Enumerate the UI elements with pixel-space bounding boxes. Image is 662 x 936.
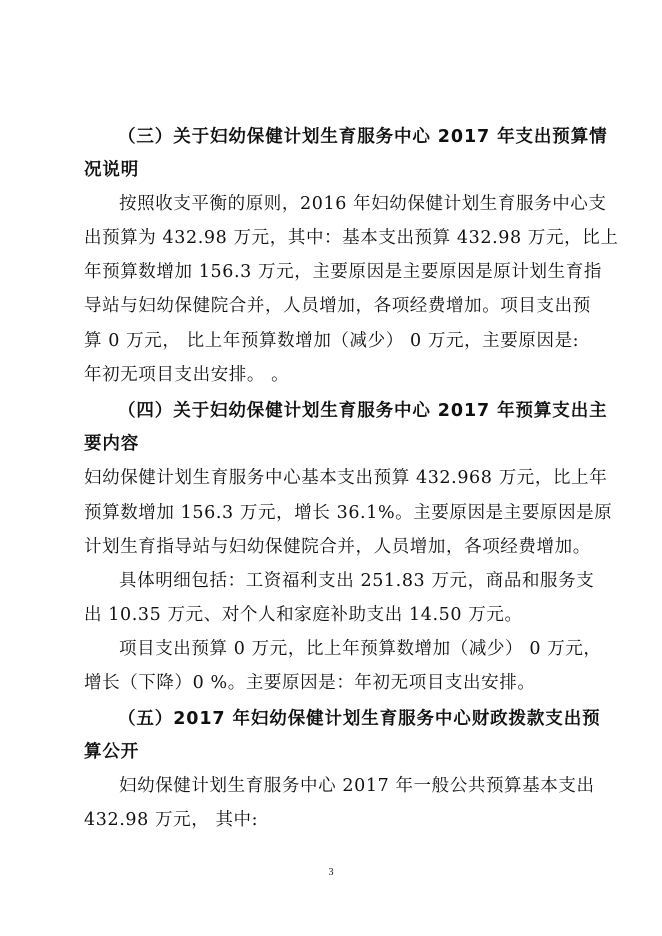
section-4-paragraph-1-line-1: 妇幼保健计划生育服务中心基本支出预算 432.968 万元，比上年 — [84, 468, 608, 488]
section-4-paragraph-3-line-1: 项目支出预算 0 万元，比上年预算数增加（减少） 0 万元， — [119, 639, 602, 659]
section-4-heading-line-1: （四）关于妇幼保健计划生育服务中心 2017 年预算支出主 — [118, 401, 608, 421]
section-4-paragraph-2-line-1: 具体明细包括：工资福利支出 251.83 万元，商品和服务支 — [119, 571, 595, 591]
section-5-paragraph-line-2: 432.98 万元， 其中: — [84, 810, 259, 830]
section-4-heading-line-2: 要内容 — [84, 434, 140, 454]
section-3-paragraph-line-6: 年初无项目支出安排。 。 — [84, 365, 290, 385]
section-3-paragraph-line-4: 导站与妇幼保健院合并，人员增加，各项经费增加。项目支出预 — [84, 296, 591, 316]
section-4-paragraph-1-line-2: 预算数增加 156.3 万元，增长 36.1%。主要原因是主要原因是原 — [84, 503, 613, 523]
section-4-paragraph-3-line-2: 增长（下降）0 %。主要原因是：年初无项目支出安排。 — [84, 673, 536, 693]
section-4-paragraph-2-line-2: 出 10.35 万元、对个人和家庭补助支出 14.50 万元。 — [84, 605, 523, 625]
section-4-paragraph-1-line-3: 计划生育指导站与妇幼保健院合并，人员增加，各项经费增加。 — [84, 537, 591, 557]
section-5-heading-line-1: （五）2017 年妇幼保健计划生育服务中心财政拨款支出预 — [118, 709, 601, 729]
page-number: 3 — [328, 867, 334, 878]
section-3-paragraph-line-3: 年预算数增加 156.3 万元，主要原因是主要原因是原计划生育指 — [84, 262, 602, 282]
section-3-heading-line-1: （三）关于妇幼保健计划生育服务中心 2017 年支出预算情 — [118, 127, 608, 147]
section-3-paragraph-line-5: 算 0 万元， 比上年预算数增加（减少） 0 万元，主要原因是: — [84, 331, 580, 351]
section-3-heading-line-2: 况说明 — [84, 160, 140, 180]
section-3-paragraph-line-2: 出预算为 432.98 万元，其中：基本支出预算 432.98 万元，比上 — [84, 228, 619, 248]
section-3-paragraph-line-1: 按照收支平衡的原则，2016 年妇幼保健计划生育服务中心支 — [119, 194, 607, 214]
section-5-paragraph-line-1: 妇幼保健计划生育服务中心 2017 年一般公共预算基本支出 — [119, 776, 595, 796]
section-5-heading-line-2: 算公开 — [84, 742, 140, 762]
